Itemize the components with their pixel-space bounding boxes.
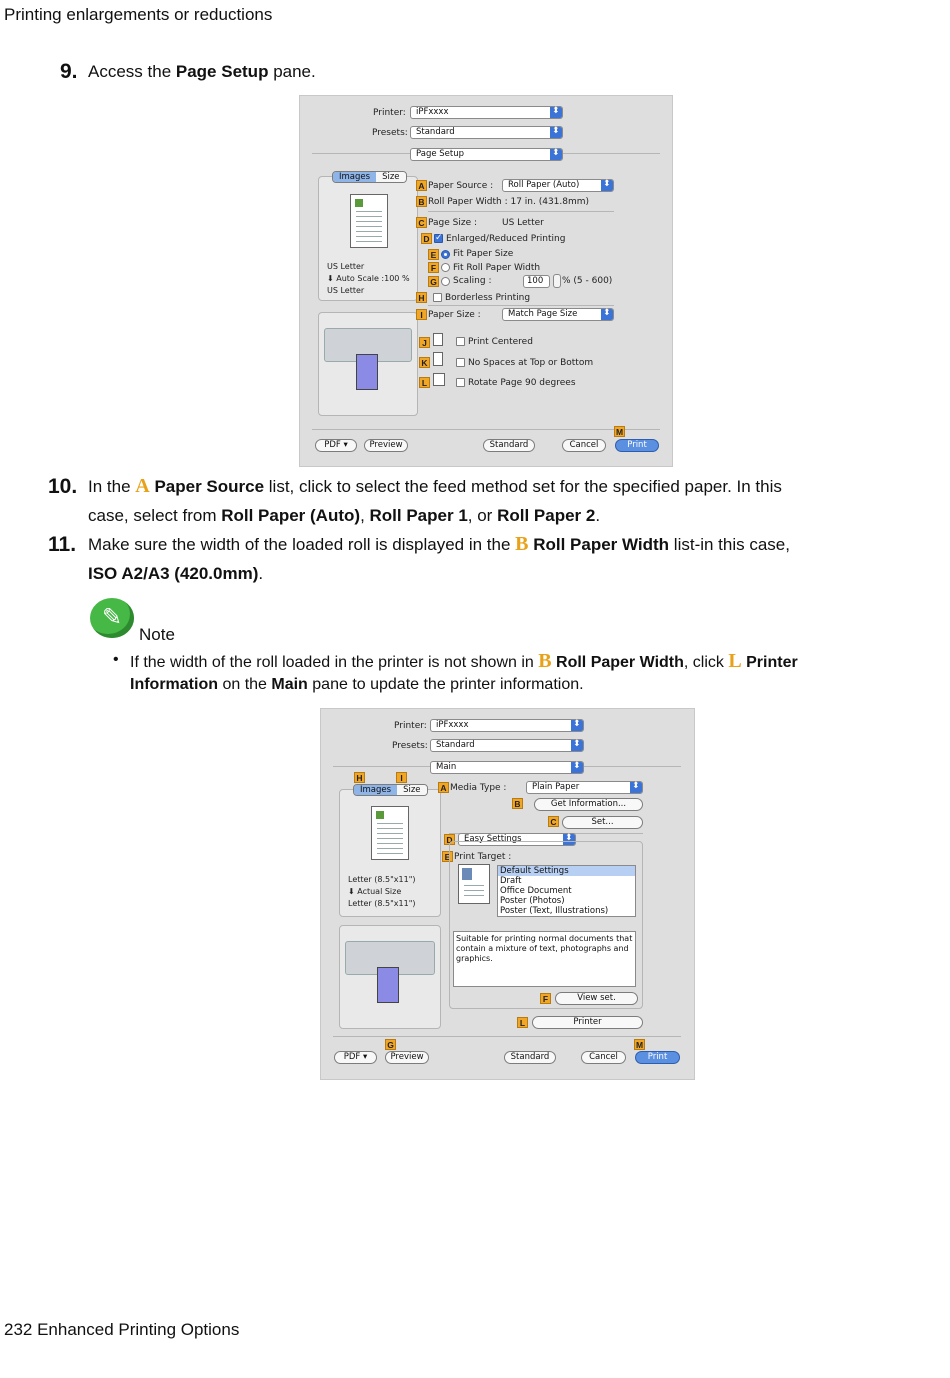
callout-c: C — [548, 816, 559, 827]
scaling-range: % (5 - 600) — [562, 276, 613, 286]
callout-l: L — [419, 377, 430, 388]
callout-c: C — [416, 217, 427, 228]
separator — [333, 1036, 681, 1037]
printer-popup[interactable]: iPFxxxx ⬍ — [430, 719, 584, 732]
borderless-checkbox[interactable] — [433, 293, 442, 302]
callout-e: E — [428, 249, 439, 260]
running-header: Printing enlargements or reductions — [4, 5, 273, 24]
fit-paper-radio[interactable] — [441, 250, 450, 259]
note-title: Note — [139, 625, 175, 644]
pane-popup[interactable]: Main ⬍ — [430, 761, 584, 774]
printer-popup[interactable]: iPFxxxx ⬍ — [410, 106, 563, 119]
step-number: 10. — [48, 475, 78, 498]
callout-m: M — [635, 1040, 644, 1050]
presets-label: Presets: — [372, 128, 408, 138]
presets-popup[interactable]: Standard ⬍ — [410, 126, 563, 139]
standard-button[interactable]: Standard — [504, 1051, 556, 1064]
presets-label: Presets: — [392, 741, 428, 751]
cancel-button[interactable]: Cancel — [562, 439, 606, 452]
page-preview-icon — [350, 194, 388, 248]
page-size-label: Page Size : — [428, 218, 478, 228]
callout-d: D — [444, 834, 455, 845]
callout-f: F — [428, 262, 439, 273]
cancel-button[interactable]: Cancel — [581, 1051, 626, 1064]
print-centered-checkbox[interactable] — [456, 337, 465, 346]
step-text-line-1: Make sure the width of the loaded roll is displayed in the B Roll Paper Width list-in this case, — [88, 533, 790, 555]
print-centered-label: Print Centered — [468, 337, 533, 347]
page-size-value: US Letter — [502, 218, 544, 228]
target-thumbnail — [458, 864, 490, 904]
no-spaces-label: No Spaces at Top or Bottom — [468, 358, 594, 368]
no-spaces-icon — [433, 352, 443, 366]
no-spaces-checkbox[interactable] — [456, 358, 465, 367]
preview-button[interactable]: Preview — [364, 439, 408, 452]
callout-b: B — [512, 798, 523, 809]
list-item[interactable]: Draft — [500, 876, 522, 886]
print-target-label: Print Target : — [454, 852, 512, 862]
callout-b: B — [416, 196, 427, 207]
tab-size[interactable]: Size — [376, 172, 405, 182]
fit-paper-label: Fit Paper Size — [453, 249, 514, 259]
view-set-button[interactable]: View set. — [555, 992, 638, 1005]
print-target-list[interactable] — [497, 865, 636, 917]
page-footer: 232 Enhanced Printing Options — [4, 1320, 240, 1339]
separator — [428, 305, 614, 306]
preview-tabs[interactable] — [332, 171, 407, 183]
preview-line-2: ⬇ Auto Scale :100 % — [327, 274, 410, 283]
preview-line-3: US Letter — [327, 286, 365, 295]
print-button[interactable]: Print — [635, 1051, 680, 1064]
set-button[interactable]: Set... — [562, 816, 643, 829]
rotate-label: Rotate Page 90 degrees — [468, 378, 576, 388]
callout-a: A — [438, 782, 449, 793]
step-number: 9. — [60, 60, 78, 83]
scaling-label: Scaling : — [453, 276, 492, 286]
preview-line-1: US Letter — [327, 262, 365, 271]
get-information-button[interactable]: Get Information... — [534, 798, 643, 811]
step-text: Access the Page Setup pane. — [88, 62, 316, 81]
print-centered-icon — [433, 333, 443, 346]
preview-line-1: Letter (8.5"x11") — [348, 875, 416, 884]
callout-l: L — [517, 1017, 528, 1028]
note-line-2: Information on the Main pane to update the printer information. — [130, 676, 584, 693]
callout-a: A — [416, 180, 427, 191]
paper-source-popup[interactable]: Roll Paper (Auto) ⬍ — [502, 179, 614, 192]
presets-popup[interactable]: Standard ⬍ — [430, 739, 584, 752]
paper-size-label: Paper Size : — [428, 310, 481, 320]
main-pane-dialog — [320, 708, 695, 1080]
callout-h: H — [354, 772, 365, 783]
separator — [312, 429, 660, 430]
note-bullet: • — [113, 651, 119, 668]
enlarged-label: Enlarged/Reduced Printing — [446, 234, 566, 244]
list-item[interactable]: Poster (Photos) — [500, 896, 565, 906]
step-text-line-1: In the A Paper Source list, click to select the feed method set for the specified paper. In this — [88, 475, 782, 497]
fit-roll-radio[interactable] — [441, 263, 450, 272]
callout-f: F — [540, 993, 551, 1004]
preview-tabs[interactable] — [353, 784, 428, 796]
step-text-line-2: ISO A2/A3 (420.0mm). — [88, 564, 264, 583]
separator — [428, 211, 614, 212]
borderless-label: Borderless Printing — [445, 293, 531, 303]
page-preview-icon — [371, 806, 409, 860]
pane-popup[interactable]: Page Setup ⬍ — [410, 148, 563, 161]
scaling-stepper[interactable] — [553, 274, 561, 288]
easy-settings-popup[interactable]: Easy Settings ⬍ — [458, 833, 576, 846]
pdf-button[interactable]: PDF ▾ — [334, 1051, 377, 1064]
scaling-input[interactable]: 100 — [523, 275, 550, 288]
description-box: Suitable for printing normal documents that contain a mixture of text, photographs and graphics. — [453, 931, 636, 987]
enlarged-checkbox[interactable] — [434, 234, 443, 243]
callout-d: D — [421, 233, 432, 244]
preview-line-2: ⬇ Actual Size — [348, 887, 402, 896]
callout-j: J — [419, 337, 430, 348]
note-pencil-icon — [90, 598, 134, 638]
callout-g: G — [385, 1039, 396, 1050]
rotate-icon — [433, 373, 445, 386]
pdf-button[interactable]: PDF ▾ — [315, 439, 357, 452]
callout-i: I — [396, 772, 407, 783]
paper-illustration — [377, 967, 399, 1003]
printer-button[interactable]: Printer — [532, 1016, 643, 1029]
roll-paper-width: Roll Paper Width : 17 in. (431.8mm) — [428, 197, 590, 207]
step-text-line-2: case, select from Roll Paper (Auto), Roll Paper 1, or Roll Paper 2. — [88, 506, 601, 525]
preview-button[interactable]: Preview — [385, 1051, 429, 1064]
step-number: 11. — [48, 533, 77, 556]
callout-i: I — [416, 309, 427, 320]
paper-size-popup[interactable]: Match Page Size ⬍ — [502, 308, 614, 321]
paper-source-label: Paper Source : — [428, 181, 494, 191]
callout-h: H — [416, 292, 427, 303]
standard-button[interactable]: Standard — [483, 439, 535, 452]
media-type-popup[interactable]: Plain Paper ⬍ — [526, 781, 643, 794]
list-item[interactable]: Default Settings — [498, 866, 635, 876]
tab-size[interactable]: Size — [397, 785, 426, 795]
page-setup-dialog — [299, 95, 673, 467]
preview-line-3: Letter (8.5"x11") — [348, 899, 416, 908]
printer-label: Printer: — [373, 108, 406, 118]
fit-roll-label: Fit Roll Paper Width — [453, 263, 541, 273]
rotate-checkbox[interactable] — [456, 378, 465, 387]
tab-images[interactable]: Images — [354, 785, 397, 795]
list-item[interactable]: Office Document — [500, 886, 572, 896]
printer-label: Printer: — [394, 721, 427, 731]
callout-m: M — [615, 427, 624, 437]
callout-g: G — [428, 276, 439, 287]
list-item[interactable]: Poster (Text, Illustrations) — [500, 906, 609, 916]
tab-images[interactable]: Images — [333, 172, 376, 182]
scaling-radio[interactable] — [441, 277, 450, 286]
callout-e: E — [442, 851, 453, 862]
note-line-1: If the width of the roll loaded in the printer is not shown in B Roll Paper Width, click L Printer — [130, 650, 798, 672]
paper-illustration — [356, 354, 378, 390]
print-button[interactable]: Print — [615, 439, 659, 452]
callout-k: K — [419, 357, 430, 368]
media-type-label: Media Type : — [450, 783, 507, 793]
